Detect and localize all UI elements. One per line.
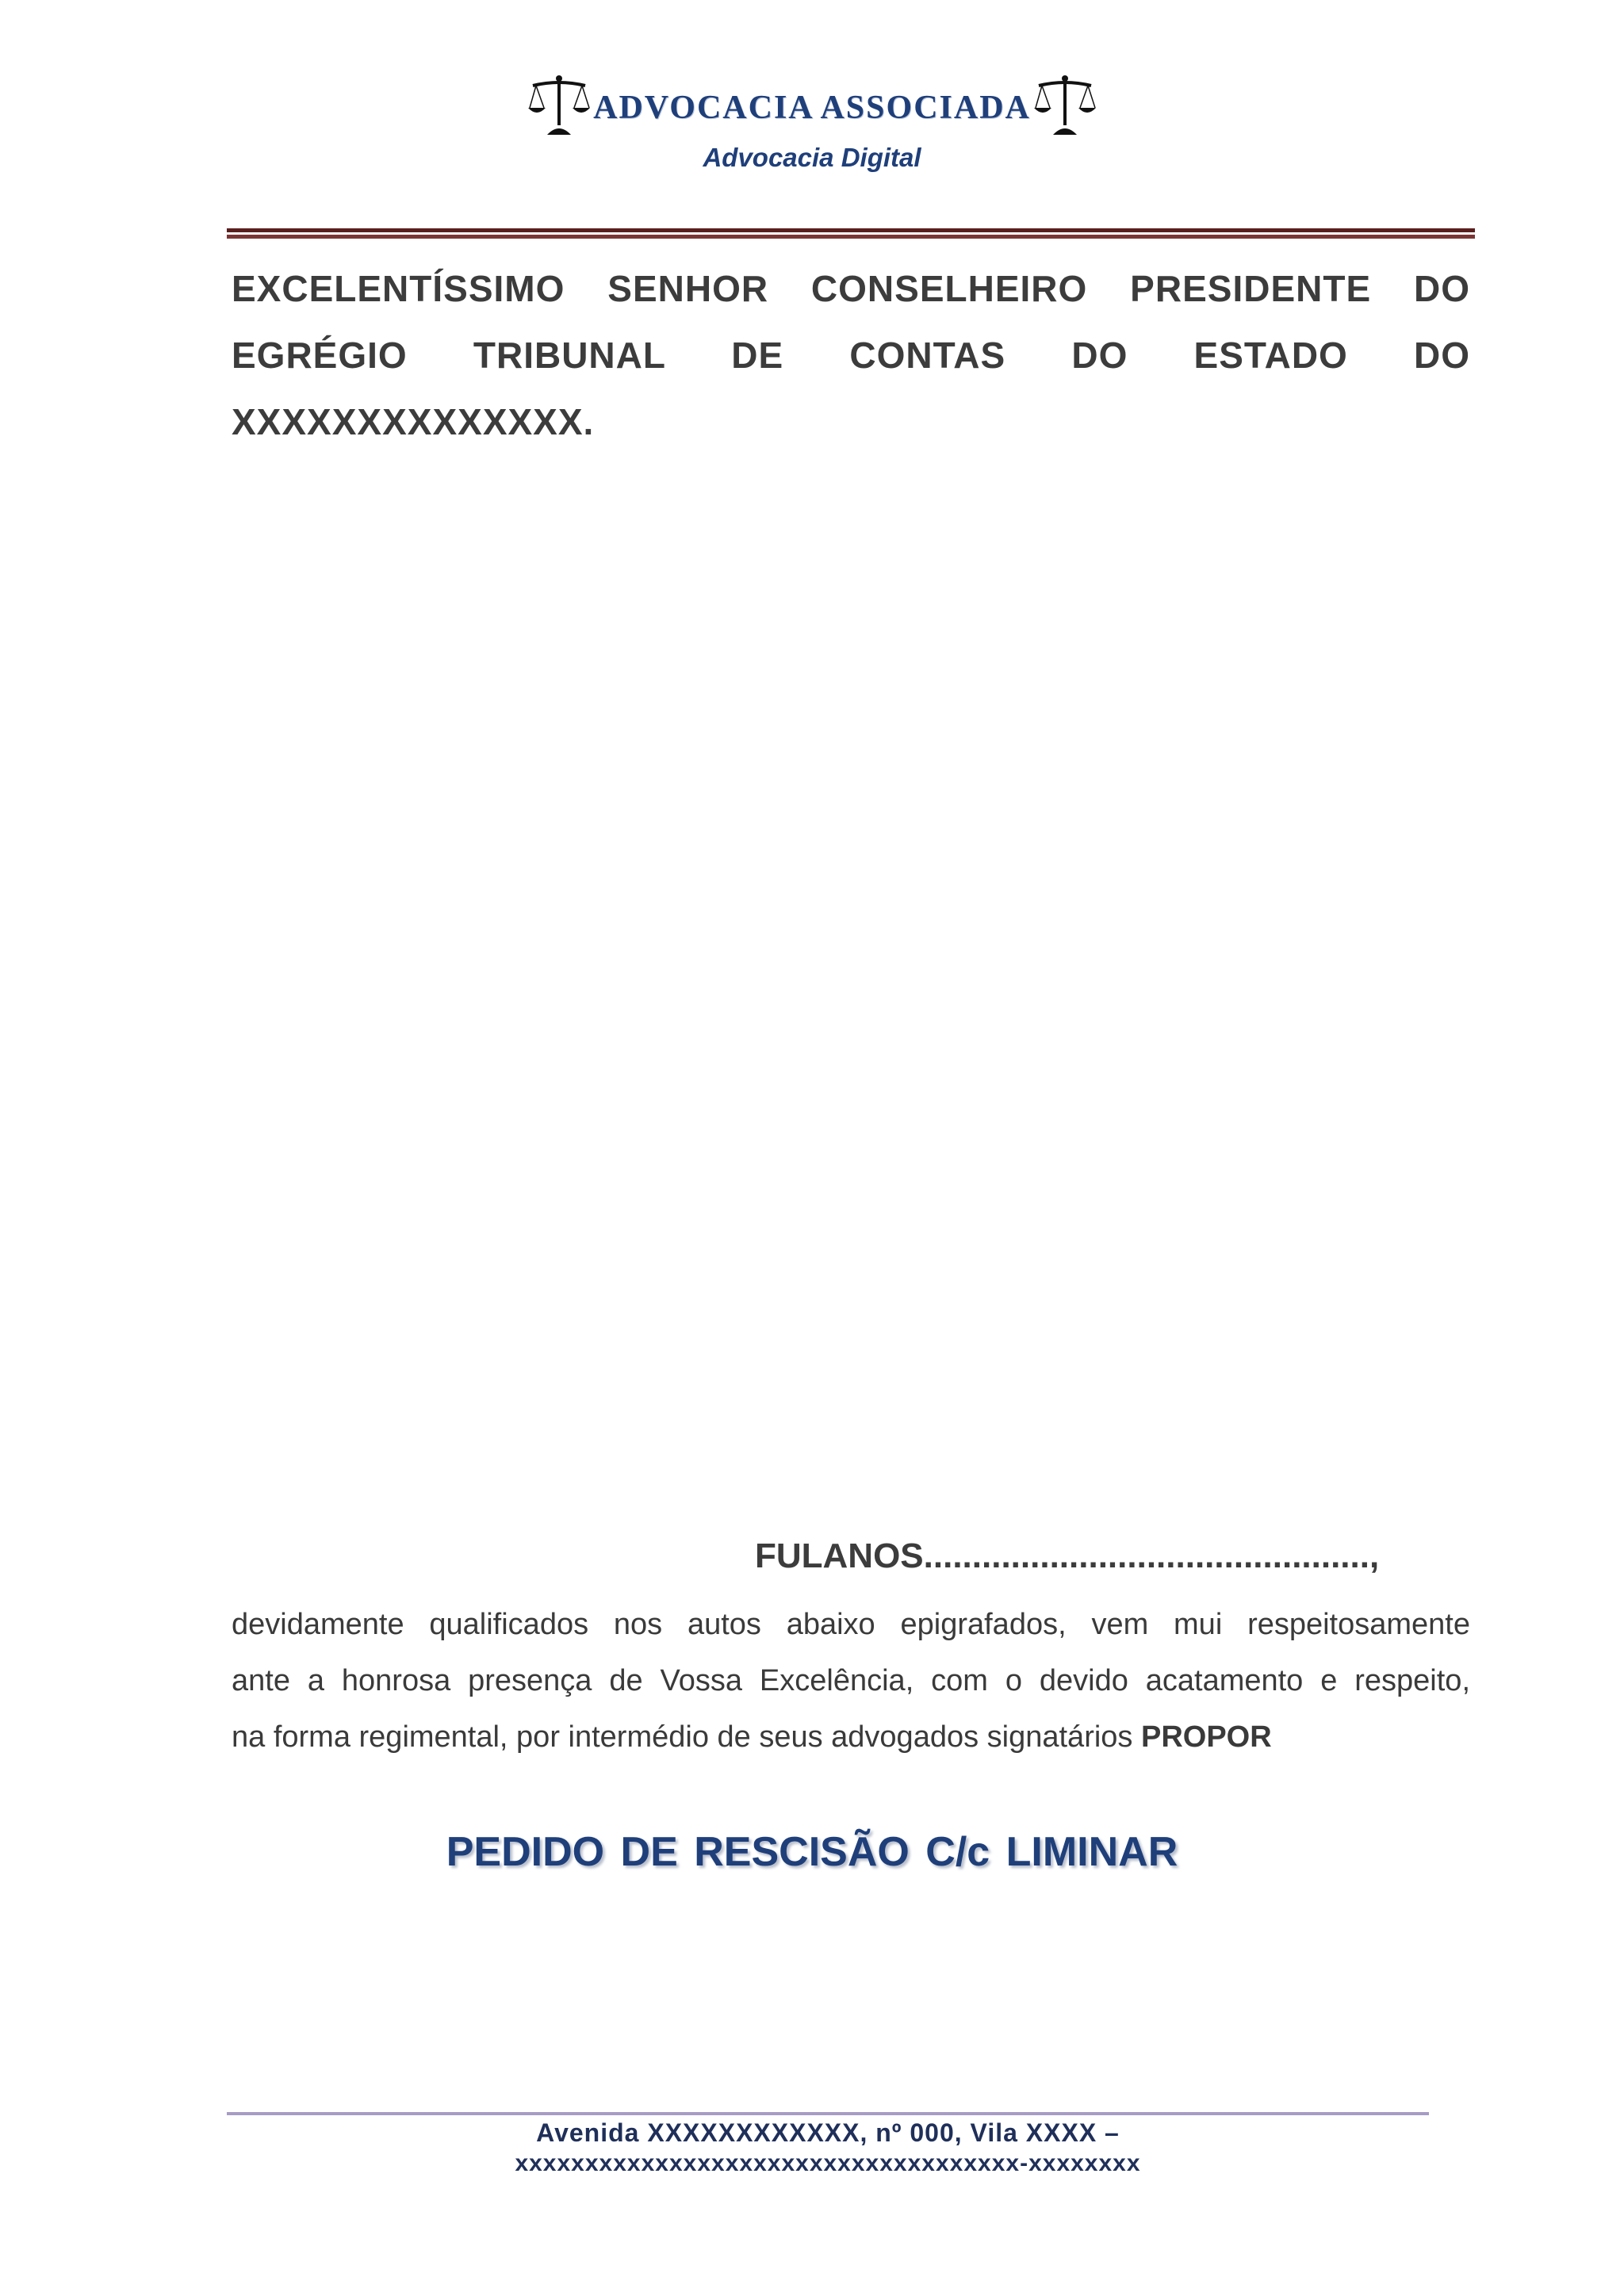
body-line-text: na forma regimental, por intermédio de seus advogados signatários — [232, 1720, 1141, 1754]
scales-of-justice-icon-left — [528, 73, 590, 136]
scales-of-justice-icon-right — [1034, 73, 1096, 136]
addressee-line: EXCELENTÍSSIMO SENHOR CONSELHEIRO PRESIDENTE DO — [232, 268, 1470, 309]
petition-title: PEDIDO DE RESCISÃO C/c LIMINAR — [446, 1829, 1178, 1875]
body-line: ante a honrosa presença de Vossa Excelência, com o devido acatamento e respeito, — [232, 1664, 1470, 1697]
body-paragraph — [232, 1597, 1470, 1766]
footer-code: xxxxxxxxxxxxxxxxxxxxxxxxxxxxxxxxxxxx-xxxxxxxx — [515, 2150, 1141, 2176]
addressee-line: XXXXXXXXXXXXXX. — [232, 401, 595, 442]
header-divider — [227, 228, 1475, 239]
firm-subtitle: Advocacia Digital — [703, 143, 921, 172]
party-name: FULANOS.............................................., — [755, 1536, 1380, 1575]
footer-divider — [227, 2112, 1429, 2115]
addressee-block — [232, 255, 1470, 455]
addressee-line: EGRÉGIO TRIBUNAL DE CONTAS DO ESTADO DO — [232, 335, 1470, 376]
body-line: devidamente qualificados nos autos abaixo epigrafados, vem mui respeitosamente — [232, 1608, 1470, 1641]
footer-address: Avenida XXXXXXXXXXXX, nº 000, Vila XXXX – — [536, 2118, 1120, 2147]
body-line-last — [232, 1709, 1470, 1766]
body-emphasis: PROPOR — [1140, 1720, 1272, 1754]
firm-name: ADVOCACIA ASSOCIADA — [593, 90, 1031, 126]
letterhead-logo — [0, 73, 1624, 136]
